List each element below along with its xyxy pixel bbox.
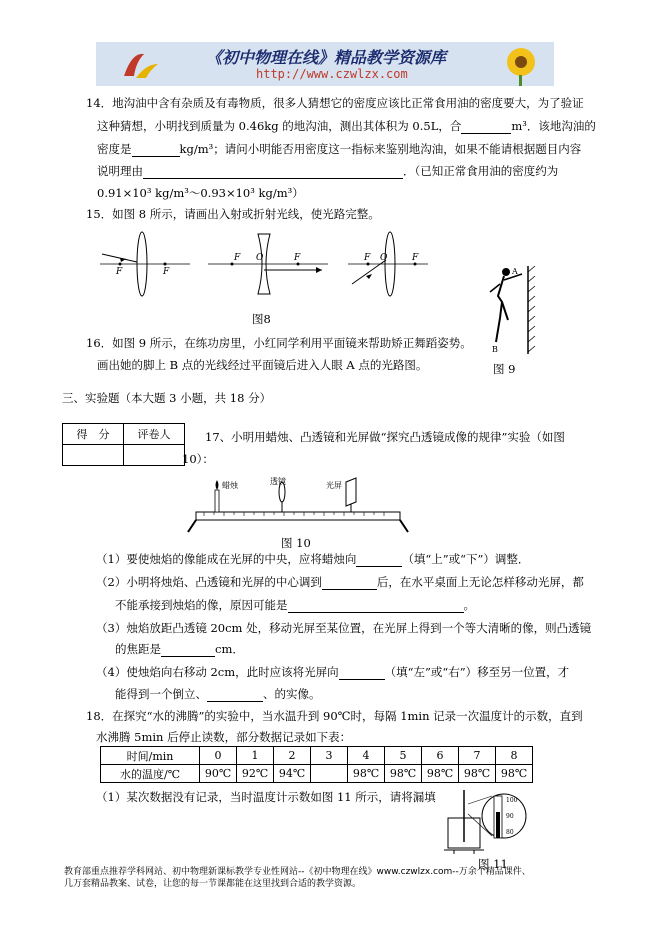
table-cell: 8 xyxy=(496,747,533,765)
label-f-6: F xyxy=(412,253,419,263)
figure-8 xyxy=(90,222,430,302)
q17-s4: （4）使烛焰向右移动 2cm，此时应该将光屏向 （填“左”或“右”）移至另一位置，才 xyxy=(96,665,570,679)
footer-line2: 几万套精品教案、试卷，让您的每一节课都能在这里找到合适的教学资源。 xyxy=(64,879,362,889)
q17-blank-5[interactable] xyxy=(339,667,385,680)
banner-url[interactable]: http://www.czwlzx.com xyxy=(256,67,408,81)
table-row-time xyxy=(101,747,533,765)
label-f-4: F xyxy=(294,253,301,263)
convex-lens-1 xyxy=(100,232,190,296)
table-cell: 98℃ xyxy=(459,765,496,783)
q17-s1: （1）要使烛焰的像能成在光屏的中央，应将蜡烛向 （填“上”或“下”）调整． xyxy=(96,552,530,566)
label-lens: 透镜 xyxy=(270,477,286,486)
table-cell: 7 xyxy=(459,747,496,765)
temperature-table xyxy=(100,746,533,783)
q18-line1: 18．在探究“水的沸腾”的实验中，当水温升到 90℃时，每隔 1min 记录一次温度计的示数，直到 xyxy=(86,709,583,723)
concave-lens xyxy=(208,234,328,294)
score-box xyxy=(62,423,185,466)
q17-s3-cont: 的焦距是 cm． xyxy=(115,642,244,656)
label-b: B xyxy=(492,345,498,354)
q16-line2: 画出她的脚上 B 点的光线经过平面镜后进入人眼 A 点的光路图。 xyxy=(97,358,428,372)
q17-line1: 17、小明用蜡烛、凸透镜和光屏做“探究凸透镜成像的规律”实验（如图 xyxy=(205,430,565,444)
q17-blank-3[interactable] xyxy=(288,600,464,613)
table-cell: 6 xyxy=(422,747,459,765)
q17-blank-1[interactable] xyxy=(356,554,402,567)
figure-10-caption: 图 10 xyxy=(281,536,311,550)
q14-line4: 说明理由 ．（已知正常食用油的密度约为 xyxy=(97,164,559,178)
label-f-3: F xyxy=(234,253,241,263)
table-cell: 3 xyxy=(311,747,348,765)
grader-cell[interactable] xyxy=(124,445,185,466)
table-cell: 98℃ xyxy=(348,765,385,783)
table-cell: 98℃ xyxy=(385,765,422,783)
banner-title: 《初中物理在线》精品教学资源库 xyxy=(206,48,447,67)
q14-blank-volume[interactable] xyxy=(461,121,511,134)
thermo-tick-80: 80 xyxy=(506,829,514,836)
label-candle: 蜡烛 xyxy=(222,481,238,490)
table-header-temp: 水的温度/℃ xyxy=(101,765,200,783)
flame-icon xyxy=(216,480,219,490)
label-a: A xyxy=(512,267,518,276)
table-cell: 90℃ xyxy=(200,765,237,783)
score-cell[interactable] xyxy=(63,445,124,466)
table-cell: 98℃ xyxy=(422,765,459,783)
header-banner xyxy=(96,42,554,86)
candle-icon xyxy=(215,490,219,512)
label-o-2: O xyxy=(380,253,388,263)
figure-9-caption: 图 9 xyxy=(493,362,516,376)
q14-line3: 密度是 kg/m³；请问小明能否用密度这一指标来鉴别地沟油，如果不能请根据题目内容 xyxy=(97,142,582,156)
convex-lens-2 xyxy=(348,232,428,296)
footer xyxy=(64,866,604,890)
table-cell-missing[interactable] xyxy=(311,765,348,783)
table-cell: 0 xyxy=(200,747,237,765)
thermo-tick-100: 100 xyxy=(506,797,518,804)
table-cell: 94℃ xyxy=(274,765,311,783)
figure-10-optical-bench xyxy=(180,474,416,534)
q15-text: 15．如图 8 所示，请画出入射或折射光线，使光路完整。 xyxy=(86,207,380,221)
q17-blank-6[interactable] xyxy=(207,689,263,702)
q17-s2-cont: 不能承接到烛焰的像，原因可能是 。 xyxy=(115,598,475,612)
label-screen: 光屏 xyxy=(326,481,342,490)
q14-blank-reason[interactable] xyxy=(143,166,403,179)
score-label: 得 分 xyxy=(63,424,124,445)
q18-line2: 水沸腾 5min 后停止读数，部分数据记录如下表： xyxy=(96,730,352,744)
q14-blank-density[interactable] xyxy=(132,144,180,157)
table-cell: 5 xyxy=(385,747,422,765)
figure-8-caption: 图8 xyxy=(252,312,271,326)
table-row-temp xyxy=(101,765,533,783)
q14-line1: 14．地沟油中含有杂质及有毒物质，很多人猜想它的密度应该比正常食用油的密度要大，为了验证 xyxy=(86,96,584,110)
table-cell: 92℃ xyxy=(237,765,274,783)
q14-line2: 这种猜想，小明找到质量为 0.46kg 的地沟油，测出其体积为 0.5L，合 m³．该地沟油的 xyxy=(97,119,596,133)
figure-9-dancer xyxy=(478,262,548,358)
section-3-heading: 三、实验题（本大题 3 小题，共 18 分） xyxy=(62,391,272,405)
table-cell: 98℃ xyxy=(496,765,533,783)
table-cell: 1 xyxy=(237,747,274,765)
q17-s4-cont: 能得到一个倒立、 、的实像。 xyxy=(115,687,321,701)
table-cell: 4 xyxy=(348,747,385,765)
q14-line5: 0.91×10³ kg/m³～0.93×10³ kg/m³） xyxy=(97,186,304,200)
q17-s2: （2）小明将烛焰、凸透镜和光屏的中心调到 后，在水平桌面上无论怎样移动光屏，都 xyxy=(96,575,584,589)
q17-s3: （3）烛焰放距凸透镜 20cm 处，移动光屏至某位置，在光屏上得到一个等大清晰的像，则凸透镜 xyxy=(96,621,592,635)
table-header-time: 时间/min xyxy=(101,747,200,765)
table-cell: 2 xyxy=(274,747,311,765)
q17-blank-2[interactable] xyxy=(322,577,377,590)
label-f-5: F xyxy=(364,253,371,263)
screen-icon xyxy=(346,478,356,506)
q18-s1: （1）某次数据没有记录，当时温度计示数如图 11 所示，请将漏填 xyxy=(96,790,436,804)
figure-11-caption: 图 11 xyxy=(478,857,508,871)
q17-line2: 10）： xyxy=(182,452,214,466)
label-o-1: O xyxy=(256,253,264,263)
q17-blank-4[interactable] xyxy=(161,644,215,657)
figure-11-thermometer xyxy=(440,784,530,856)
q16-line1: 16．如图 9 所示，在练功房里，小红同学利用平面镜来帮助矫正舞蹈姿势。 xyxy=(86,336,472,350)
label-f-2: F xyxy=(163,267,170,277)
label-f-1: F xyxy=(116,267,123,277)
footer-line1: 教育部重点推荐学科网站、初中物理新课标教学专业性网站--《初中物理在线》www.czwlzx.com--万余个精品课件、 xyxy=(64,867,531,877)
grader-label: 评卷人 xyxy=(124,424,185,445)
thermo-tick-90: 90 xyxy=(506,813,514,820)
